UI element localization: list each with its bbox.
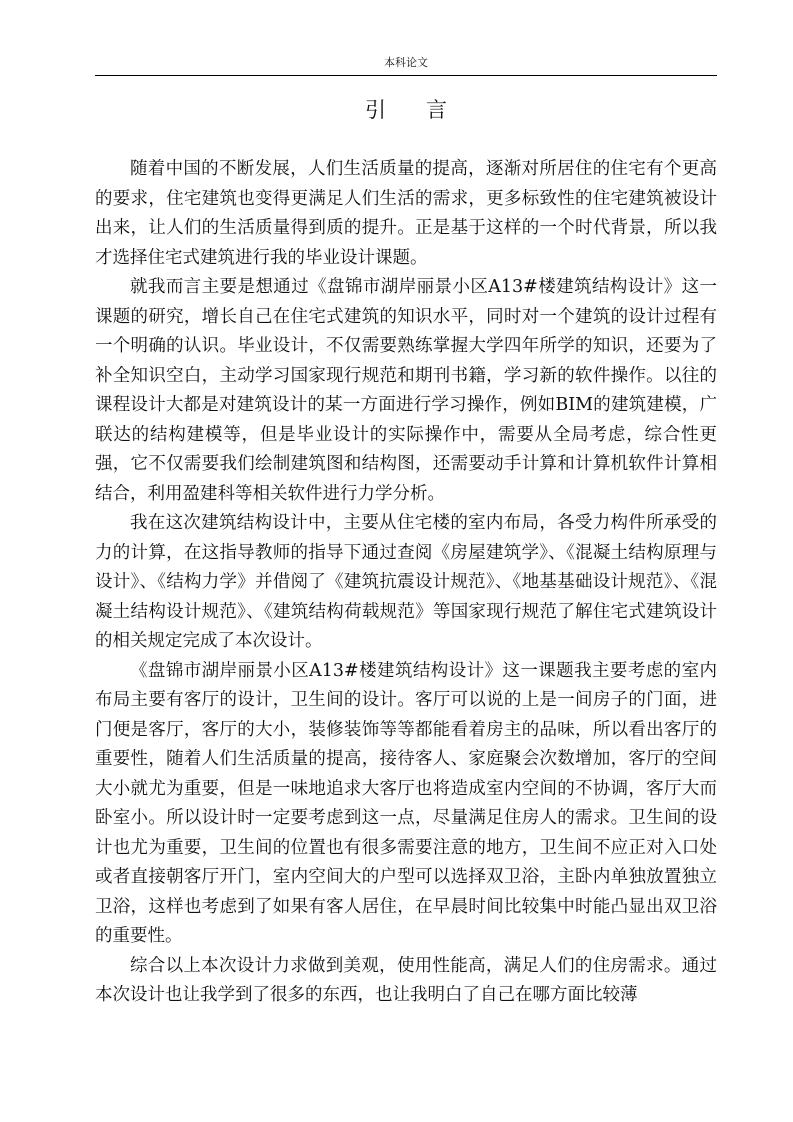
paragraph-2: 就我而言主要是想通过《盘锦市湖岸丽景小区A13#楼建筑结构设计》这一课题的研究，增长自己在住宅式建筑的知识水平，同时对一个建筑的设计过程有一个明确的认识。毕业设计，不仅需要熟练掌握大学四年所学的知识，还要为了补全知识空白，主动学习国家现行规范和期刊书籍，学习新的软件操作。以往的课程设计大都是对建筑设计的某一方面进行学习操作，例如BIM的建筑建模，广联达的结构建模等，但是毕业设计的实际操作中，需要从全局考虑，综合性更强，它不仅需要我们绘制建筑图和结构图，还需要动手计算和计算机软件计算相结合，利用盈建科等相关软件进行力学分析。 [95, 277, 717, 504]
paragraph-3: 我在这次建筑结构设计中，主要从住宅楼的室内布局，各受力构件所承受的力的计算，在这指导教师的指导下通过查阅《房屋建筑学》、《混凝土结构原理与设计》、《结构力学》并借阅了《建筑抗震设计规范》、《地基基础设计规范》、《混凝土结构设计规范》、《建筑结构荷载规范》等国家现行规范了解住宅式建筑设计的相关规定完成了本次设计。 [95, 513, 717, 651]
paragraph-1: 随着中国的不断发展，人们生活质量的提高，逐渐对所居住的住宅有个更高的要求，住宅建筑也变得更满足人们生活的需求，更多标致性的住宅建筑被设计出来，让人们的生活质量得到质的提升。正是基于这样的一个时代背景，所以我才选择住宅式建筑进行我的毕业设计课题。 [95, 159, 717, 268]
section-title: 引言 [365, 98, 487, 122]
body-text [95, 155, 717, 1011]
paragraph-5: 综合以上本次设计力求做到美观，使用性能高，满足人们的住房需求。通过本次设计也让我学到了很多的东西，也让我明白了自己在哪方面比较薄 [95, 955, 717, 1005]
paragraph-4: 《盘锦市湖岸丽景小区A13#楼建筑结构设计》这一课题我主要考虑的室内布局主要有客厅的设计，卫生间的设计。客厅可以说的上是一间房子的门面，进门便是客厅，客厅的大小，装修装饰等等都能看着房主的品味，所以看出客厅的重要性，随着人们生活质量的提高，接待客人、家庭聚会次数增加，客厅的空间大小就尤为重要，但是一味地追求大客厅也将造成室内空间的不协调，客厅大而卧室小。所以设计时一定要考虑到这一点，尽量满足住房人的需求。卫生间的设计也尤为重要，卫生间的位置也有很多需要注意的地方，卫生间不应正对入口处或者直接朝客厅开门，室内空间大的户型可以选择双卫浴，主卧内单独放置独立卫浴，这样也考虑到了如果有客人居住，在早晨时间比较集中时能凸显出双卫浴的重要性。 [95, 660, 717, 946]
running-header-title: 本科论文 [384, 56, 428, 69]
running-header [95, 55, 717, 76]
